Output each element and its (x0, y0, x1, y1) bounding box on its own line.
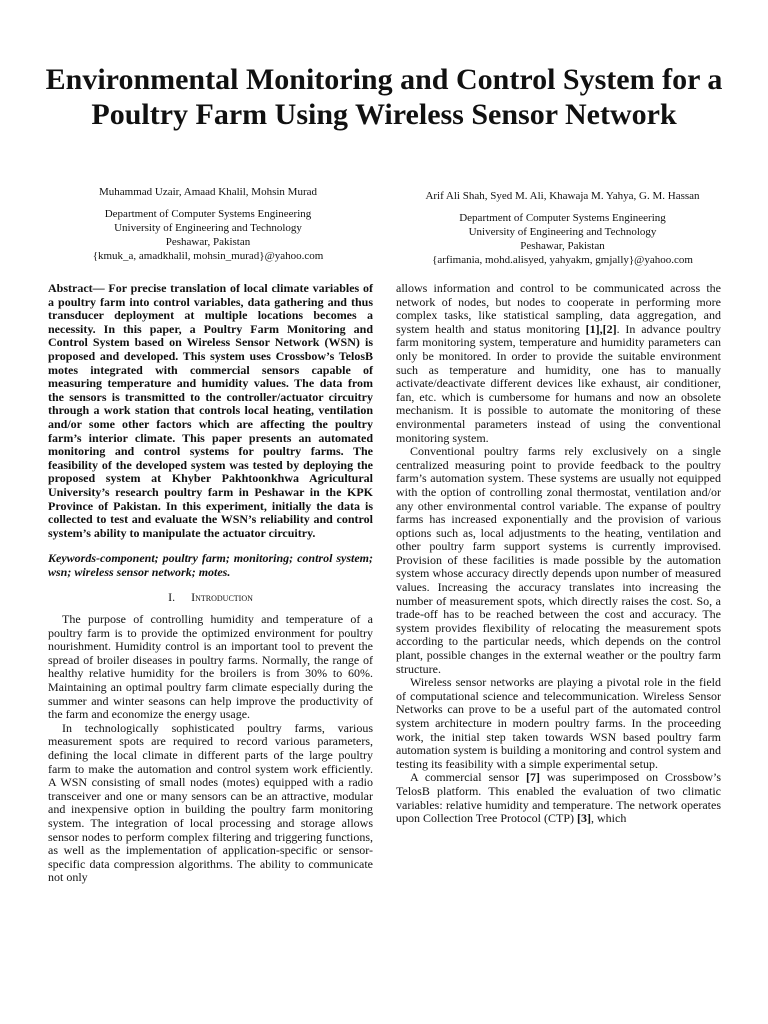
section-heading (48, 591, 373, 605)
section-title: Introduction (191, 590, 253, 605)
author-block-left (48, 185, 368, 263)
body-paragraph: The purpose of controlling humidity and temperature of a poultry farm is to provide the optimized environment for poultry nourishment. Humidity control is an important tool to prevent the spread of broiler diseases in poultry farms. Normally, the range of healthy relative humidity for the broilers is from 30% to 60%. Maintaining an optimal poultry farm climate especially during the summer and winter seasons can help improve the productivity of the farm and economize the energy usage. (48, 612, 373, 722)
citation: [1],[2] (585, 321, 617, 336)
author-block-right (390, 185, 735, 267)
body-paragraph: Conventional poultry farms rely exclusively on a single centralized measuring point to provide feedback to the poultry farm’s automation system. These systems are usually not equipped with the option of controlling zonal thermostat, ventilation and/or any other environmental control variable. The expanse of poultry farms has increased exponentially and the provision of various options such as, local adjustments to the heating, ventilation and other poultry farm support systems is currently improvised. Provision of these facilities is made possible by the automation system whose accuracy directly depends upon number of measured values. Increasing the accuracy translates into increasing the number of measurement spots, which directly raises the cost. So, a trade-off has to be reached between the cost and accuracy. The system provides flexibility of relocating the measurement spots according to the particular needs, which depends on the control plant, possible changes in the external weather or the poultry farm structure. (396, 444, 721, 676)
author-city: Peshawar, Pakistan (165, 236, 251, 248)
abstract: Abstract— For precise translation of local climate variables of a poultry farm into control variables, data gathering and thus transducer deployment at multiple locations becomes a necessity. In this paper, a Poultry Farm Monitoring and Control System based on Wireless Sensor Network (WSN) is proposed and developed. This system uses Crossbow’s TelosB motes integrated with commercial sensors capable of measuring temperature and humidity values. The data from the sensors is transmitted to the controller/actuator circuitry through a work station that controls local heating, ventilation and/or some other factors which are affecting the poultry farm’s interior climate. This paper presents an automated monitoring and control systems for poultry farms. The feasibility of the developed system was tested by deploying the proposed system at Khyber Pakhtoonkhwa Agricultural University’s research poultry farm in Peshawar in the KPK Province of Pakistan. In this experiment, initially the data is collected to test and evaluate the WSN’s reliability and control system’s ability to manipulate the actuator circuitry. (48, 281, 373, 540)
citation: [7] (526, 770, 541, 785)
author-names: Muhammad Uzair, Amaad Khalil, Mohsin Murad (99, 186, 317, 198)
author-city: Peshawar, Pakistan (520, 240, 605, 252)
author-department: Department of Computer Systems Engineering (104, 208, 312, 220)
author-names: Arif Ali Shah, Syed M. Ali, Khawaja M. Yahya, G. M. Hassan (425, 190, 700, 202)
body-paragraph (396, 282, 721, 445)
text-run: . In advance poultry farm monitoring system, temperature and humidity parameters can only be monitored. In order to provide the suitable environment such as temperature and humidity, one has to manually activate/deactivate different devices like exhaust, air conditioner, fan, etc. which is cumbersome for humans and now an obsolete mechanism. It is possible to automate the monitoring of these environmental parameters instead of using the conventional monitoring system. (396, 321, 721, 445)
text-run: was superimposed on Crossbow’s TelosB platform. This enabled the evaluation of two climatic variables: relative humidity and temperature. The network operates upon Collection Tree Protocol (CTP) (396, 770, 721, 826)
right-column (396, 282, 721, 826)
keywords: Keywords-component; poultry farm; monitoring; control system; wsn; wireless sensor network; motes. (48, 551, 373, 579)
text-run: allows information and control to be communicated across the network of nodes, but nodes to cooperate in performing more complex tasks, like statistical sampling, data aggregation, and system health and status monitoring (396, 281, 721, 336)
author-university: University of Engineering and Technology (114, 222, 302, 234)
author-department: Department of Computer Systems Engineering (459, 212, 666, 224)
text-run: , which (591, 811, 627, 826)
body-paragraph: Wireless sensor networks are playing a pivotal role in the field of computational science and telecommunication. Wireless Sensor Networks can prove to be a useful part of the automated control system architecture in modern poultry farms. In the proceeding work, the initial step taken towards WSN based poultry farm automation system is building a monitoring and control system and testing its feasibility with a simple experimental setup. (396, 675, 721, 771)
author-email: {kmuk_a, amadkhalil, mohsin_murad}@yahoo.com (92, 250, 324, 262)
paper-title: Environmental Monitoring and Control System for a Poultry Farm Using Wireless Sensor Network (45, 63, 723, 131)
author-university: University of Engineering and Technology (468, 226, 657, 238)
citation: [3] (577, 811, 591, 826)
section-number: I. (168, 590, 176, 605)
author-email: {arfimania, mohd.alisyed, yahyakm, gmjally}@yahoo.com (432, 254, 693, 266)
body-paragraph (396, 771, 721, 825)
text-run: A commercial sensor (410, 770, 527, 785)
body-paragraph: In technologically sophisticated poultry farms, various measurement spots are required to record various parameters, defining the local climate in different parts of the large poultry farm to make the automation and control system work efficiently. A WSN consisting of small nodes (motes) equipped with a radio transceiver and one or many sensors can be an attractive, modular and inexpensive option in building the poultry farm monitoring system. The integration of local processing and storage allows sensor nodes to perform complex filtering and triggering functions, as well as the implementation of application-specific or sensor-specific data compression algorithms. The ability to communicate not only (48, 720, 373, 885)
left-column (48, 282, 373, 885)
